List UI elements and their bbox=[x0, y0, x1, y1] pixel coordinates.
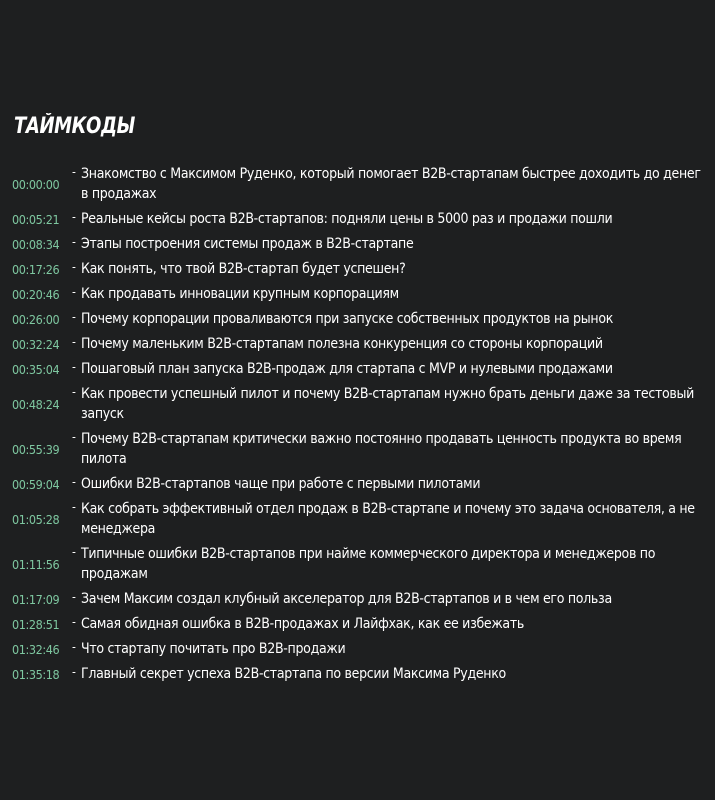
timecode-link[interactable]: 00:26:00 bbox=[12, 311, 60, 327]
timecode-title: Как собрать эффективный отдел продаж в B2B-стартапе и почему это задача основателя, а не менеджера bbox=[81, 501, 695, 537]
timecode-separator: - bbox=[72, 360, 76, 374]
timecode-link[interactable]: 00:32:24 bbox=[12, 336, 60, 352]
timecode-link[interactable]: 01:35:18 bbox=[12, 666, 60, 682]
timecode-row bbox=[12, 639, 710, 659]
timecode-title: Ошибки B2B-стартапов чаще при работе с первыми пилотами bbox=[81, 476, 481, 492]
timecode-link[interactable]: 00:00:00 bbox=[12, 176, 60, 192]
timecode-row bbox=[12, 164, 710, 204]
timecode-row bbox=[12, 544, 710, 584]
timecode-link[interactable]: 00:55:39 bbox=[12, 441, 60, 457]
timecode-separator: - bbox=[72, 545, 76, 559]
timecode-row bbox=[12, 309, 710, 329]
timecode-separator: - bbox=[72, 475, 76, 489]
timecode-separator: - bbox=[72, 385, 76, 399]
timecode-separator: - bbox=[72, 165, 76, 179]
timecode-link[interactable]: 00:05:21 bbox=[12, 211, 60, 227]
timecode-link[interactable]: 00:59:04 bbox=[12, 476, 60, 492]
timecode-title: Самая обидная ошибка в B2B-продажах и Лайфхак, как ее избежать bbox=[81, 616, 525, 632]
timecode-title: Этапы построения системы продаж в B2B-стартапе bbox=[81, 236, 414, 252]
timecode-link[interactable]: 01:11:56 bbox=[12, 556, 60, 572]
timecode-separator: - bbox=[72, 500, 76, 514]
timecode-separator: - bbox=[72, 640, 76, 654]
timecode-title: Почему B2B-стартапам критически важно постоянно продавать ценность продукта во время пилота bbox=[81, 431, 682, 467]
timecode-separator: - bbox=[72, 235, 76, 249]
timecode-title: Почему корпорации проваливаются при запуске собственных продуктов на рынок bbox=[81, 311, 614, 327]
timecode-row bbox=[12, 334, 710, 354]
timecode-link[interactable]: 01:32:46 bbox=[12, 641, 60, 657]
timecode-row bbox=[12, 384, 710, 424]
timecode-link[interactable]: 00:35:04 bbox=[12, 361, 60, 377]
timecode-link[interactable]: 01:28:51 bbox=[12, 616, 60, 632]
timecode-title: Как продавать инновации крупным корпорациям bbox=[81, 286, 399, 302]
timecode-separator: - bbox=[72, 615, 76, 629]
timecode-row bbox=[12, 284, 710, 304]
timecode-title: Как понять, что твой B2B-стартап будет успешен? bbox=[81, 261, 406, 277]
timecode-row bbox=[12, 259, 710, 279]
timecode-separator: - bbox=[72, 210, 76, 224]
timecode-link[interactable]: 00:08:34 bbox=[12, 236, 60, 252]
timecode-separator: - bbox=[72, 310, 76, 324]
timecode-title: Знакомство с Максимом Руденко, который помогает B2B-стартапам быстрее доходить до денег в продажах bbox=[81, 166, 701, 202]
timecode-title: Зачем Максим создал клубный акселератор для B2B-стартапов и в чем его польза bbox=[81, 591, 612, 607]
timecode-link[interactable]: 01:05:28 bbox=[12, 511, 60, 527]
timecode-row bbox=[12, 499, 710, 539]
timecode-link[interactable]: 01:17:09 bbox=[12, 591, 60, 607]
timecode-row bbox=[12, 359, 710, 379]
timecode-title: Что стартапу почитать про B2B-продажи bbox=[81, 641, 346, 657]
timecode-row bbox=[12, 234, 710, 254]
timecode-separator: - bbox=[72, 260, 76, 274]
timecode-title: Реальные кейсы роста B2B-стартапов: подняли цены в 5000 раз и продажи пошли bbox=[81, 211, 613, 227]
timecode-list bbox=[12, 164, 710, 689]
timecode-row bbox=[12, 589, 710, 609]
timecode-separator: - bbox=[72, 285, 76, 299]
timecode-link[interactable]: 00:20:46 bbox=[12, 286, 60, 302]
timecode-row bbox=[12, 209, 710, 229]
timecode-separator: - bbox=[72, 335, 76, 349]
timecode-row bbox=[12, 474, 710, 494]
timecode-title: Как провести успешный пилот и почему B2B-стартапам нужно брать деньги даже за тестовый запуск bbox=[81, 386, 695, 422]
timecode-row bbox=[12, 664, 710, 684]
timecode-separator: - bbox=[72, 665, 76, 679]
section-heading: ТАЙМКОДЫ bbox=[14, 114, 135, 139]
timecode-title: Пошаговый план запуска B2B-продаж для стартапа с MVP и нулевыми продажами bbox=[81, 361, 613, 377]
timecode-row bbox=[12, 614, 710, 634]
timecode-link[interactable]: 00:48:24 bbox=[12, 396, 60, 412]
timecode-separator: - bbox=[72, 430, 76, 444]
timecode-row bbox=[12, 429, 710, 469]
timecode-separator: - bbox=[72, 590, 76, 604]
timecode-link[interactable]: 00:17:26 bbox=[12, 261, 60, 277]
timecode-title: Типичные ошибки B2B-стартапов при найме коммерческого директора и менеджеров по продажам bbox=[81, 546, 656, 582]
timecode-title: Главный секрет успеха B2B-стартапа по версии Максима Руденко bbox=[81, 666, 506, 682]
timecode-title: Почему маленьким B2B-стартапам полезна конкуренция со стороны корпораций bbox=[81, 336, 603, 352]
